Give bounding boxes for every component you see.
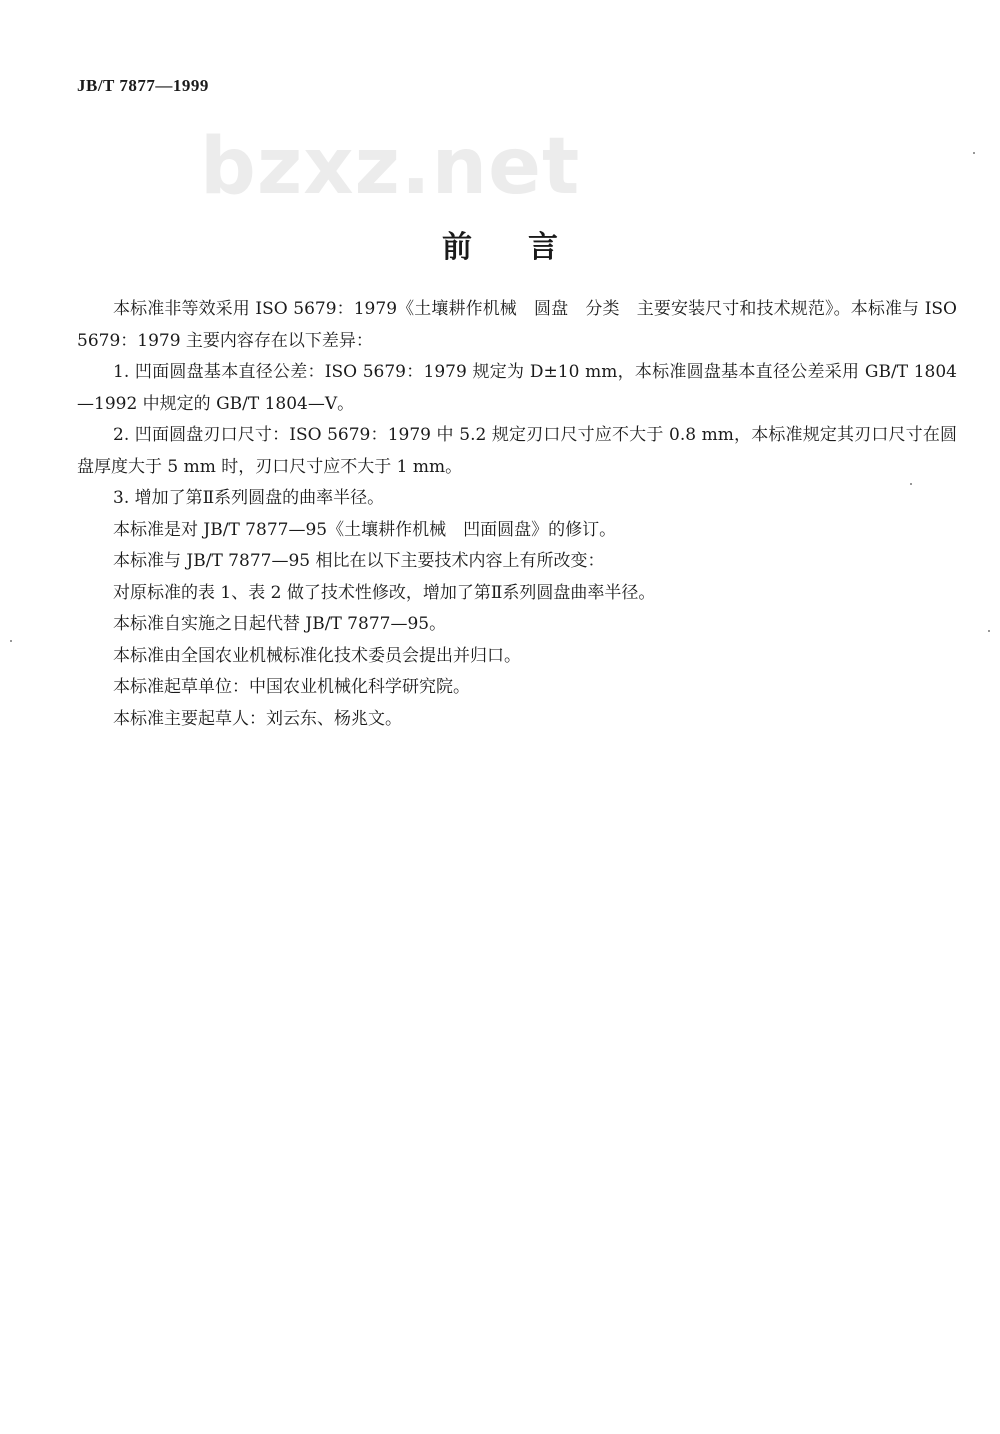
paragraph-difference-1: 1. 凹面圆盘基本直径公差：ISO 5679：1979 规定为 D±10 mm，本标准圆盘基本直径公差采用 GB/T 1804—1992 中规定的 GB/T 1804—V。: [77, 362, 957, 414]
scan-speck: [10, 640, 12, 642]
paragraph-drafting-unit: 本标准起草单位：中国农业机械化科学研究院。: [113, 677, 470, 697]
paragraph-drafters: 本标准主要起草人：刘云东、杨兆文。: [113, 708, 402, 729]
paragraph-difference-2: 2. 凹面圆盘刃口尺寸：ISO 5679：1979 中 5.2 规定刃口尺寸应不大于 0.8 mm，本标准规定其刃口尺寸在圆盘厚度大于 5 mm 时，刃口尺寸应不大于 1 mm。: [77, 425, 957, 477]
paragraph-table-changes: 对原标准的表 1、表 2 做了技术性修改，增加了第Ⅱ系列圆盘曲率半径。: [113, 582, 656, 603]
scan-speck: [973, 152, 975, 154]
paragraph-replacement: 本标准自实施之日起代替 JB/T 7877—95。: [113, 614, 447, 634]
foreword-body: [77, 294, 957, 735]
paragraph-revision: 本标准是对 JB/T 7877—95《土壤耕作机械 凹面圆盘》的修订。: [113, 519, 617, 540]
scan-speck: [910, 483, 912, 485]
page-title: 前言: [442, 230, 614, 265]
standard-number: JB/T 7877—1999: [77, 76, 209, 95]
paragraph-adoption: 本标准非等效采用 ISO 5679：1979《土壤耕作机械 圆盘 分类 主要安装尺寸和技术规范》。本标准与 ISO 5679：1979 主要内容存在以下差异：: [77, 299, 957, 351]
paragraph-difference-3: 3. 增加了第Ⅱ系列圆盘的曲率半径。: [113, 488, 385, 508]
paragraph-changes: 本标准与 JB/T 7877—95 相比在以下主要技术内容上有所改变：: [113, 551, 605, 571]
watermark: bzxz.net: [200, 122, 581, 212]
paragraph-proposer: 本标准由全国农业机械标准化技术委员会提出并归口。: [113, 645, 521, 666]
scan-speck: [988, 630, 990, 632]
